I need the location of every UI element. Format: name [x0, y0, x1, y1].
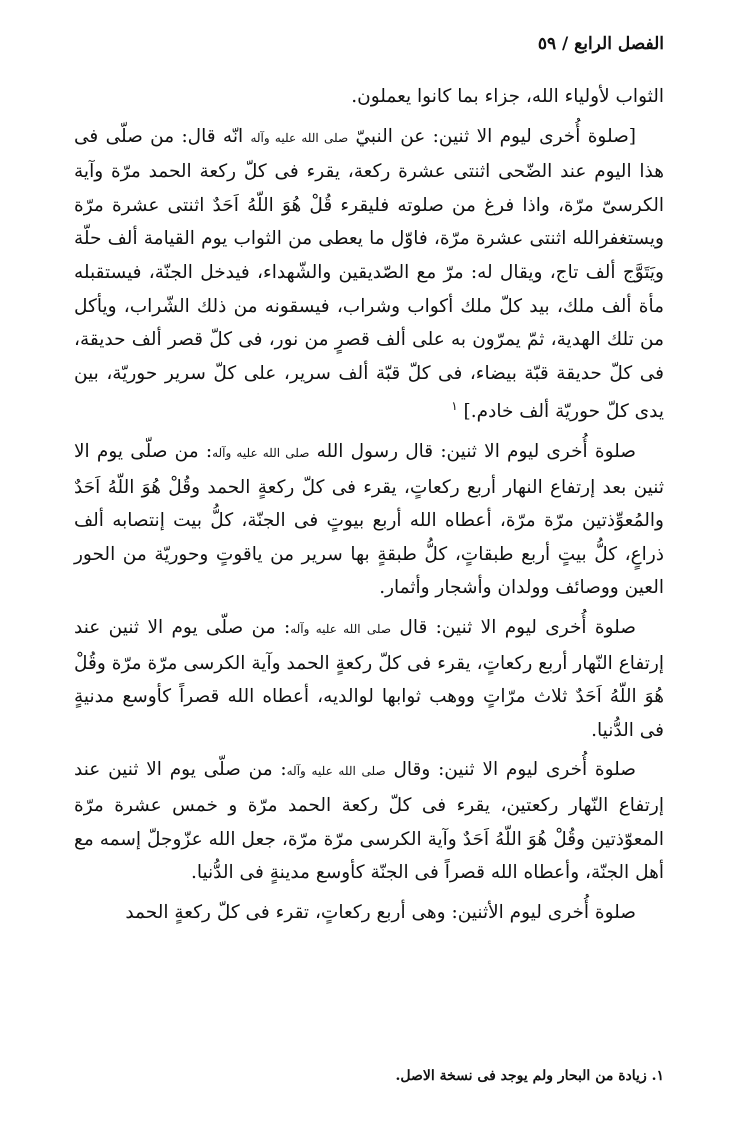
running-header: [74, 34, 664, 54]
paragraph: الثواب لأولياء الله، جزاء بما كانوا يعملون.: [351, 86, 664, 107]
honorific: صلى الله عليه وآله: [290, 622, 392, 637]
chapter-title: الفصل الرابع: [574, 34, 664, 54]
paragraph: صلوة أُخرى ليوم الا ثنين: وقال صلى الله عليه وآله: من صلّى يوم الا ثنين عند إرتفاع النّهار ركعتين، يقرء فى كلّ ركعة الحمد مرّة و خمس عشرة مرّة المعوّذتين وقُلْ هُوَ اللّهُ اَحَدٌ وآية الكرسى مرّة مرّة، جعل الله عزّوجلّ إسمه مع أهل الجنّة، وأعطاه الله قصراً فى الجنّة كأوسع مدينةٍ فى الدُّنيا.: [74, 759, 664, 884]
page-number: ٥٩: [537, 34, 557, 54]
paragraph: صلوة أُخرى ليوم الأثنين: وهى أربع ركعاتٍ، تقرء فى كلّ ركعةٍ الحمد: [125, 901, 636, 923]
honorific: صلى الله عليه وآله: [250, 130, 349, 145]
paragraph: [صلوة أُخرى ليوم الا ثنين: عن النبيّ صلى الله عليه وآله انّه قال: من صلّى فى هذا اليوم عند الضّحى اثنتى عشرة ركعة، يقرء فى كلّ ركعة الحمد مرّة وآية الكرسىّ مرّة، واذا فرغ من صلوته فليقرء قُلْ هُوَ اللّهُ اَحَدٌ اثنتى عشرة مرّة ويستغفرالله اثنتى عشرة مرّة، فاوّل ما يعطى من الثواب يوم القيامة ألف حلّة ويَتَوَّج ألف تاج، ويقال له: مرّ مع الصّديقين والشّهداء، فيدخل الجنّة، فيستقبله مأة ألف ملك، بيد كلّ ملك أكواب وشراب، فيسقونه من ذلك الشّراب، ويأكل من تلك الهدية، ثمّ يمرّون به على ألف قصرٍ من نور، فى كلّ قصر ألف حديقة، فى كلّ حديقة قبّة بيضاء، فى كلّ قبّة ألف سرير، على كلّ سرير حوريّة، بين يدى كلّ حوريّة ألف خادم.] $^١$: [74, 125, 664, 423]
header-separator: /: [562, 34, 569, 54]
footnote: ١. زيادة من البحار ولم يوجد فى نسخة الاصل.: [395, 1068, 664, 1084]
paragraph: صلوة أُخرى ليوم الا ثنين: قال رسول الله صلى الله عليه وآله: من صلّى يوم الا ثنين بعد إرتفاع النهار أربع ركعاتٍ، يقرء فى كلّ ركعةٍ الحمد وقُلْ هُوَ اللّهُ اَحَدٌ والمُعوِّذتين مرّة مرّة، أعطاه الله أربع بيوتٍ فى الجنّة، كلُّ بيت إنتصابه ألف ذراعٍ، كلُّ بيتٍ أربع طبقاتٍ، كلُّ طبقةٍ بها سرير من ياقوتٍ وحوريّة من الحور العين ووصائف وولدان وأشجار وأثمار.: [74, 441, 664, 599]
paragraph: صلوة أُخرى ليوم الا ثنين: قال صلى الله عليه وآله: من صلّى يوم الا ثنين عند إرتفاع النّهار أربع ركعاتٍ، يقرء فى كلّ ركعةٍ الحمد وآية الكرسى مرّة مرّة وقُلْ هُوَ اللّهُ اَحَدٌ ثلاث مرّاتٍ ووهب ثوابها لوالديه، أعطاه الله قصراً كأوسع مدنيةٍ فى الدُّنيا.: [74, 617, 664, 741]
honorific: صلى الله عليه وآله: [286, 764, 386, 779]
honorific: صلى الله عليه وآله: [212, 446, 310, 461]
footnote-marker: ١: [451, 399, 458, 414]
page-body: [74, 80, 664, 929]
footnote-divider: [74, 1048, 664, 1049]
